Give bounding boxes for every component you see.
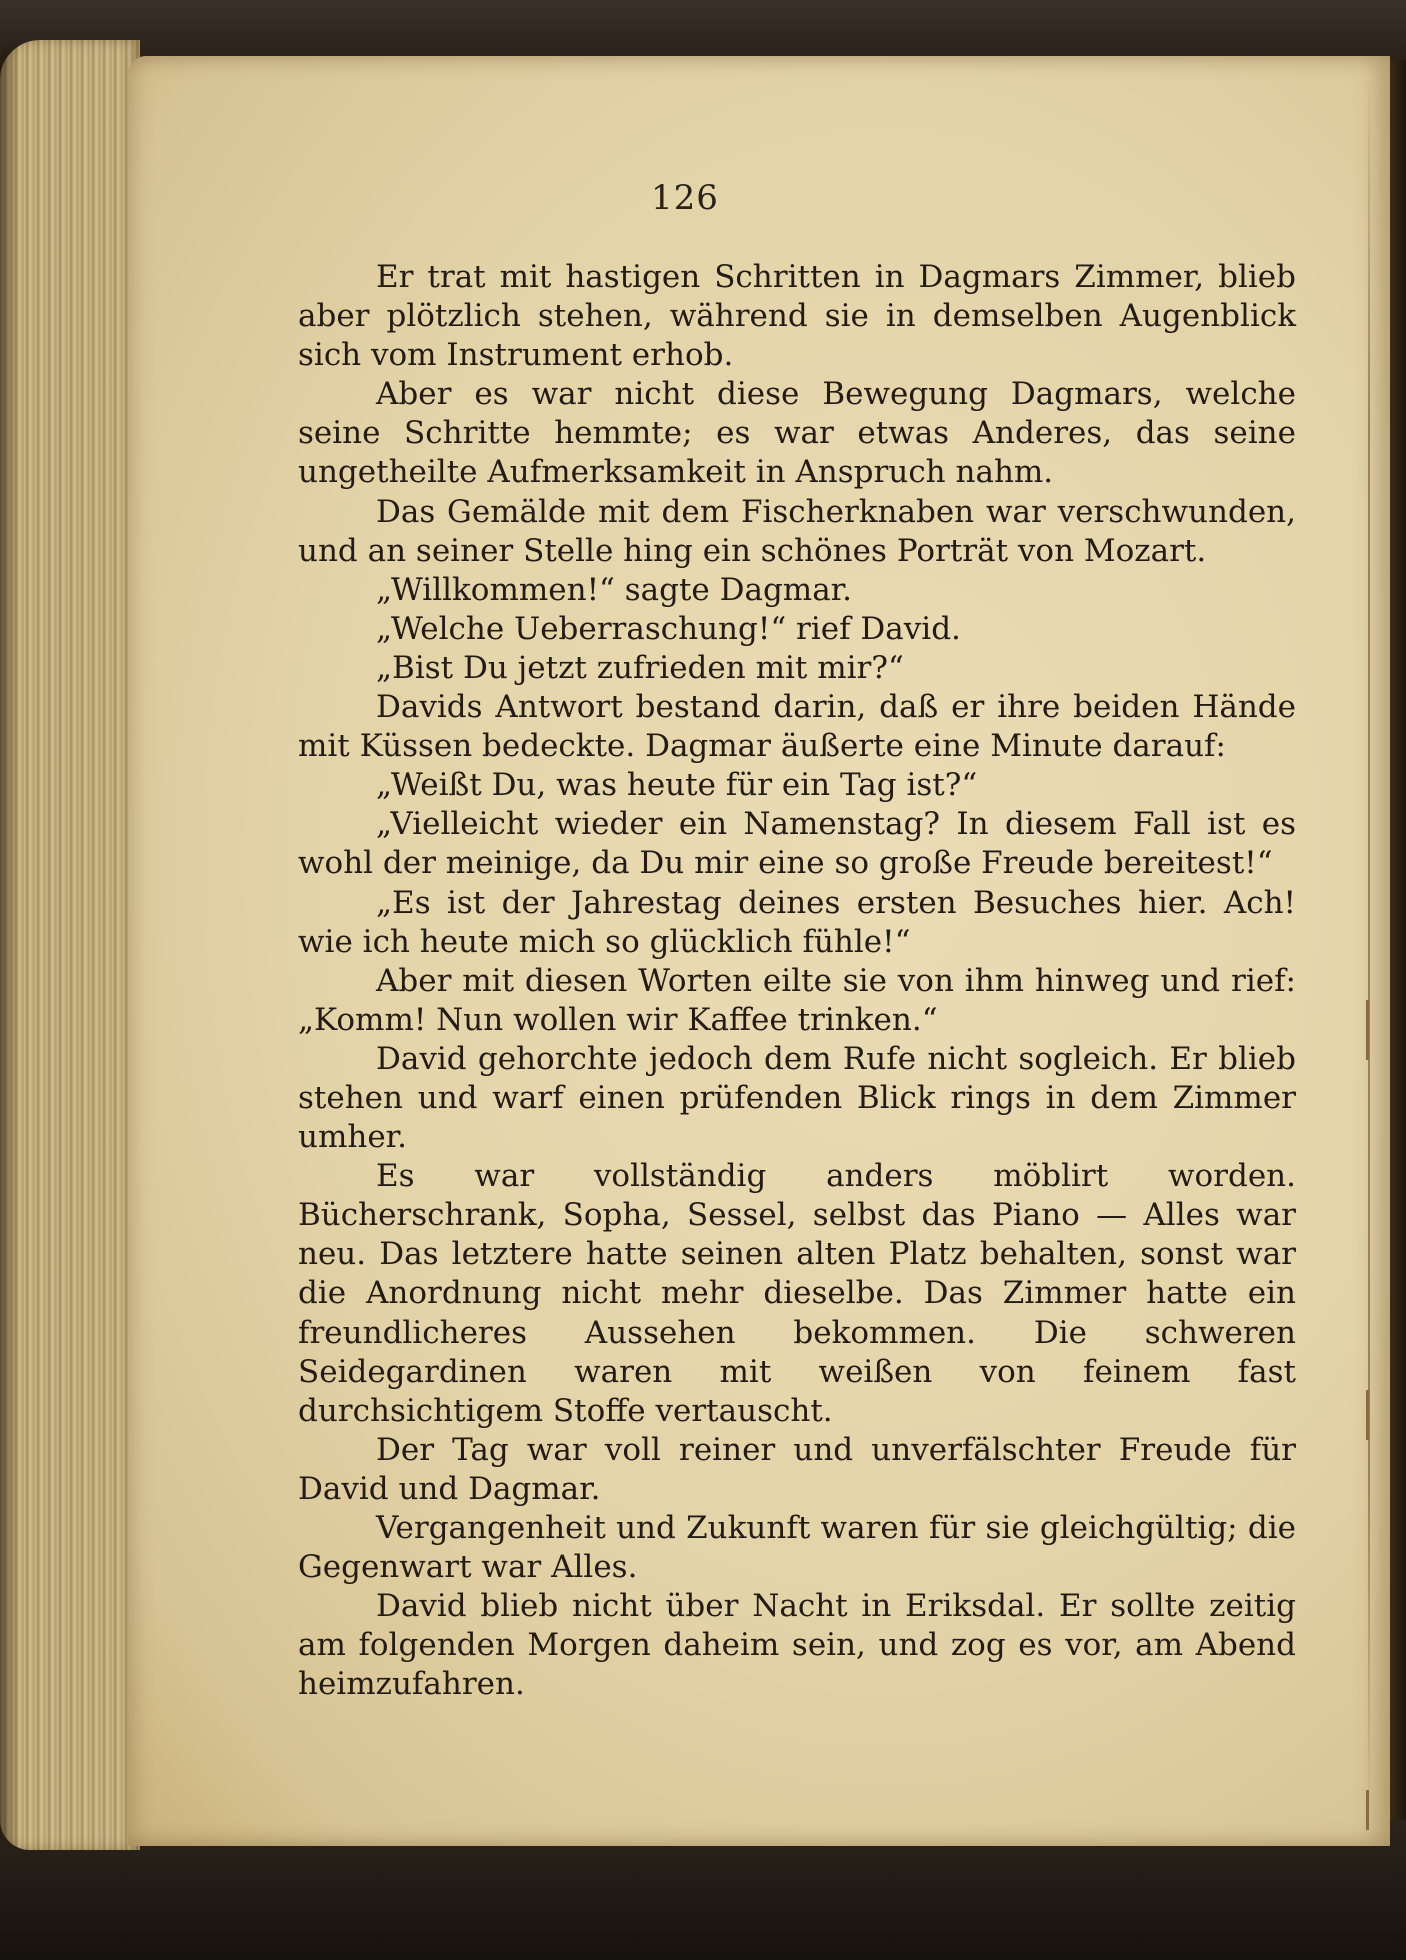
paragraph: Das Gemälde mit dem Fischerknaben war verschwunden, und an seiner Stelle hing ein schönes Porträt von Mozart.	[298, 493, 1296, 569]
paragraph: „Vielleicht wieder ein Namenstag? In diesem Fall ist es wohl der meinige, da Du mir eine so große Freude bereitest!“	[298, 806, 1296, 882]
paragraph: Es war vollständig anders möblirt worden. Bücherschrank, Sopha, Sessel, selbst das Piano — Alles war neu. Das letztere hatte seinen alten Platz behalten, sonst war die Anordnung nicht mehr dieselbe. Das Zimmer hatte ein freundlicheres Aussehen bekommen. Die schweren Seidegardinen waren mit weißen von feinem fast durchsichtigem Stoffe vertauscht.	[298, 1158, 1296, 1429]
page-edge-mark	[1366, 1390, 1369, 1440]
paragraph: Aber es war nicht diese Bewegung Dagmars, welche seine Schritte hemmte; es war etwas Anderes, das seine ungetheilte Aufmerksamkeit in Anspruch nahm.	[298, 376, 1296, 491]
page-edge-mark	[1366, 1790, 1369, 1830]
paragraph: Er trat mit hastigen Schritten in Dagmars Zimmer, blieb aber plötzlich stehen, während sie in demselben Augenblick sich vom Instrument erhob.	[298, 259, 1296, 374]
paragraph: „Willkommen!“ sagte Dagmar.	[376, 571, 852, 608]
paragraph: „Weißt Du, was heute für ein Tag ist?“	[376, 767, 978, 804]
page-stack-edges	[0, 40, 140, 1850]
paragraph: David blieb nicht über Nacht in Eriksdal. Er sollte zeitig am folgenden Morgen daheim sein, und zog es vor, am Abend heimzufahren.	[298, 1588, 1296, 1703]
paragraph: „Welche Ueberraschung!“ rief David.	[376, 610, 961, 647]
paragraph: „Bist Du jetzt zufrieden mit mir?“	[376, 649, 904, 686]
table-surface-top	[0, 0, 1406, 56]
paragraph: Davids Antwort bestand darin, daß er ihre beiden Hände mit Küssen bedeckte. Dagmar äußerte eine Minute darauf:	[298, 689, 1296, 765]
paragraph: Der Tag war voll reiner und unverfälschter Freude für David und Dagmar.	[298, 1431, 1296, 1507]
page-edge-mark	[1366, 1000, 1369, 1060]
paragraph: „Es ist der Jahrestag deines ersten Besuches hier. Ach! wie ich heute mich so glücklich fühle!“	[298, 884, 1296, 960]
paragraph: Vergangenheit und Zukunft waren für sie gleichgültig; die Gegenwart war Alles.	[298, 1510, 1296, 1586]
paragraph: Aber mit diesen Worten eilte sie von ihm hinweg und rief: „Komm! Nun wollen wir Kaffee trinken.“	[298, 962, 1296, 1038]
page-number: 126	[651, 178, 719, 218]
paragraph: David gehorchte jedoch dem Rufe nicht sogleich. Er blieb stehen und warf einen prüfenden Blick rings in dem Zimmer umher.	[298, 1040, 1296, 1156]
page-stack-shadow	[0, 40, 20, 1850]
gutter-shadow	[1368, 76, 1370, 1816]
body-text	[298, 258, 1296, 1704]
